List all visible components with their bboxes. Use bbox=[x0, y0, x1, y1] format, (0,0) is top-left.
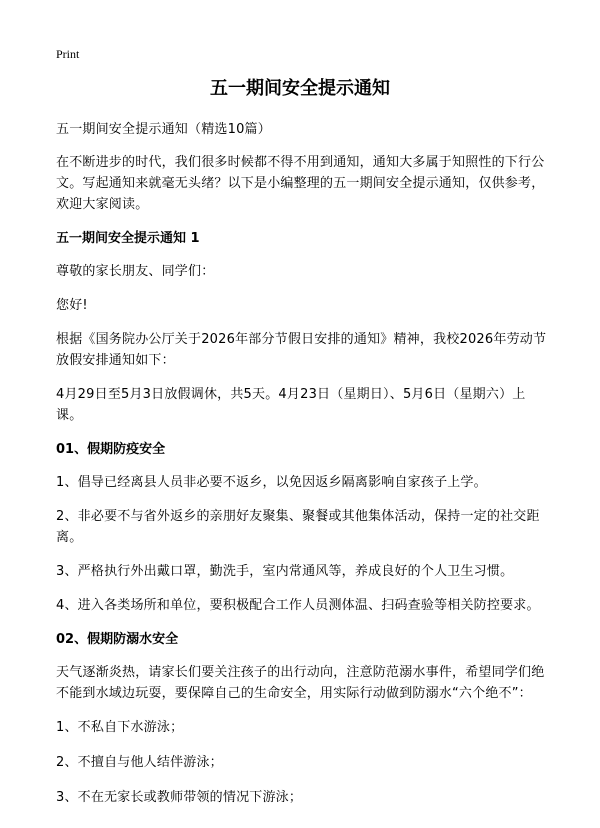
greeting: 尊敬的家长朋友、同学们： bbox=[56, 264, 215, 279]
epidemic-item: 3、严格执行外出戴口罩，勤洗手，室内常通风等，养成良好的个人卫生习惯。 bbox=[56, 564, 514, 579]
heading-epidemic: 01、假期防疫安全 bbox=[56, 442, 166, 457]
notice-paragraph: 根据《国务院办公厅关于2026年部分节假日安排的通知》精神，我校2026年劳动节放假安排通知如下： bbox=[56, 332, 547, 368]
subtitle: 五一期间安全提示通知（精选10篇） bbox=[56, 122, 271, 137]
drowning-intro: 天气逐渐炎热，请家长们要关注孩子的出行动向，注意防范溺水事件，希望同学们绝不能到水域边玩耍，要保障自己的生命安全，用实际行动做到防溺水“六个绝不”： bbox=[56, 665, 545, 701]
epidemic-item: 2、非必要不与省外返乡的亲朋好友聚集、聚餐或其他集体活动，保持一定的社交距离。 bbox=[56, 509, 540, 545]
epidemic-item: 1、倡导已经离县人员非必要不返乡，以免因返乡隔离影响自家孩子上学。 bbox=[56, 475, 487, 490]
section-heading-1: 五一期间安全提示通知 1 bbox=[56, 231, 200, 246]
drowning-item: 1、不私自下水游泳； bbox=[56, 720, 184, 735]
document-body bbox=[56, 119, 548, 822]
drowning-item: 2、不擅自与他人结伴游泳； bbox=[56, 755, 223, 770]
intro-paragraph: 在不断进步的时代，我们很多时候都不得不用到通知，通知大多属于知照性的下行公文。写起通知来就毫无头绪？以下是小编整理的五一期间安全提示通知，仅供参考，欢迎大家阅读。 bbox=[56, 155, 545, 212]
document-title: 五一期间安全提示通知 bbox=[210, 78, 390, 99]
drowning-item: 3、不在无家长或教师带领的情况下游泳； bbox=[56, 790, 303, 805]
hello-line: 您好! bbox=[56, 298, 88, 313]
heading-drowning: 02、假期防溺水安全 bbox=[56, 632, 179, 647]
epidemic-item: 4、进入各类场所和单位，要积极配合工作人员测体温、扫码查验等相关防控要求。 bbox=[56, 598, 540, 613]
print-link[interactable]: Print bbox=[56, 47, 80, 61]
schedule-paragraph: 4月29日至5月3日放假调休，共5天。4月23日（星期日）、5月6日（星期六）上课。 bbox=[56, 387, 526, 423]
